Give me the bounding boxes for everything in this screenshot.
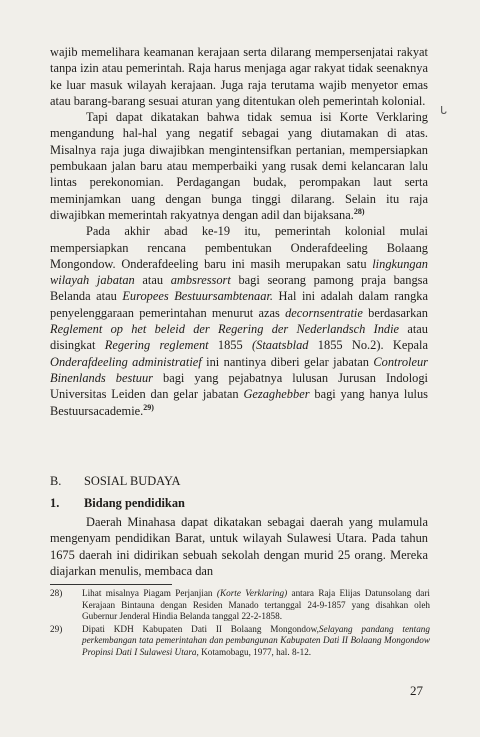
- paragraph-4-block: [50, 514, 428, 580]
- subsection-heading-1: [50, 496, 428, 511]
- footnote-28-text-2: antara Raja Elijas Datunsolang dari Kerajaan Bintauna dengan Residen Manado tertanggal 24-9-1857 yang disahkan oleh Gubernur Jenderal Hindia Belanda tanggal 22-2-1858.: [82, 588, 430, 622]
- section-b-number: B.: [50, 474, 62, 488]
- footnote-divider: [50, 584, 172, 585]
- footnote-29-italic: Selayang pandang tentang perkembangan tata pemerintahan dan pembangunan Kabupaten Dati II Bolaang Mongondow Propinsi Dati I Sulawesi Utara,: [82, 623, 430, 657]
- footnote-28: [50, 588, 430, 623]
- footnote-ref-29: 29): [143, 402, 154, 412]
- p3-text-9: ini nantinya diberi gelar jabatan: [201, 354, 374, 369]
- footnote-28-italic: (Korte Verklaring): [216, 588, 288, 598]
- footnote-ref-28: 28): [353, 206, 365, 216]
- page-number: 27: [410, 683, 423, 698]
- p3-italic-7: (Staatsblad: [252, 338, 309, 353]
- p3-text-11: bagi yang hanya lulus Bestuursacademie.: [50, 387, 428, 418]
- p3-italic-6: Regering reglement: [104, 338, 209, 353]
- paragraph-2: [50, 109, 428, 223]
- paragraph-1: wajib memelihara keamanan kerajaan serta dilarang mempersenjatai rakyat tanpa izin atau pemerintah. Raja harus menjaga agar rakyat tidak seenaknya ke luar masuk wilayah kerajaan. Juga raja terutama wajib menyetor emas atau barang-barang sesuai aturan yang ditentukan oleh pemerintah kolonial.: [50, 45, 428, 108]
- p3-text-4: Hal ini adalah dalam rangka penyelenggaraan pemerintahan menurut azas: [50, 289, 429, 320]
- p3-italic-1: lingkungan wilayah jabatan: [50, 256, 428, 288]
- section-heading-b: [50, 474, 428, 489]
- footnote-29-text-2: Kotamobagu, 1977, hal. 8-12.: [198, 646, 312, 657]
- section-b-title: SOSIAL BUDAYA: [84, 474, 181, 488]
- section-1-number: 1.: [50, 496, 60, 510]
- p3-text-8: 1855 No.2). Kepala: [308, 338, 428, 353]
- p3-text-7: 1855: [208, 338, 253, 353]
- p3-text-6: atau disingkat: [50, 322, 428, 353]
- margin-handwritten-mark: ᒐ: [440, 105, 447, 117]
- p3-italic-10: Gezaghebber: [243, 387, 310, 402]
- p3-text-5: berdasarkan: [362, 305, 428, 320]
- p3-text-3: bagi seorang pamong praja bangsa Belanda atau: [50, 273, 428, 304]
- footnote-text: [82, 624, 430, 659]
- paragraph-4: Daerah Minahasa dapat dikatakan sebagai daerah yang mulamula mengenyam pendidikan Barat, untuk wilayah Sulawesi Utara. Pada tahun 1675 daerah ini didirikan sebuah sekolah dengan murid 25 orang. Mereka diajarkan menulis, membaca dan: [50, 515, 428, 579]
- p3-text-2: atau: [134, 273, 171, 288]
- footnote-28-text-1: Lihat misalnya Piagam Perjanjian: [82, 588, 217, 598]
- p3-italic-3: Europees Bestuursambtenaar.: [122, 289, 273, 304]
- footnote-text: [82, 588, 430, 623]
- paragraph-2-text: Tapi dapat dikatakan bahwa tidak semua isi Korte Verklaring mengandung hal-hal yang negatif sebagai yang diutamakan di atas. Misalnya raja juga diwajibkan mengintensifkan pertanian, mempersiapkan pembukaan jalan baru atau memperbaiki yang rusak demi kelancaran lalu lintas perekonomian. Perdagangan budak, perompakan laut serta meminjamkan uang dengan bunga tinggi dilarang. Selain itu raja diwajibkan memerintah rakyatnya dengan adil dan bijaksana.: [50, 110, 428, 222]
- footnote-29-text-1: Dipati KDH Kabupaten Dati II Bolaang Mongondow,: [82, 623, 319, 634]
- footnotes: [50, 588, 430, 660]
- p3-italic-9: Controleur Binenlands bestuur: [50, 354, 428, 385]
- footnote-29: [50, 624, 430, 659]
- paragraph-3: [50, 223, 428, 419]
- section-1-title: Bidang pendidikan: [84, 496, 185, 510]
- p3-italic-8: Onderafdeeling administratief: [50, 354, 202, 369]
- p3-text-10: bagi yang pejabatnya lulusan Jurusan Indologi Universitas Leiden dan gelar jabatan: [50, 370, 428, 402]
- p3-text-1: Pada akhir abad ke-19 itu, pemerintah kolonial mulai mempersiapkan rencana pembentukan Onderafdeeling Bolaang Mongondow. Onderafdeeling baru ini masih merupakan satu: [50, 224, 428, 271]
- p3-italic-2: ambsressort: [170, 273, 231, 288]
- footnote-number: 28): [50, 588, 63, 598]
- footnote-number: 29): [50, 623, 63, 634]
- body-text: [50, 44, 428, 419]
- p3-italic-4: decornsentratie: [285, 305, 363, 320]
- p3-italic-5: Reglement op het beleid der Regering der Nederlandsch Indie: [50, 322, 400, 337]
